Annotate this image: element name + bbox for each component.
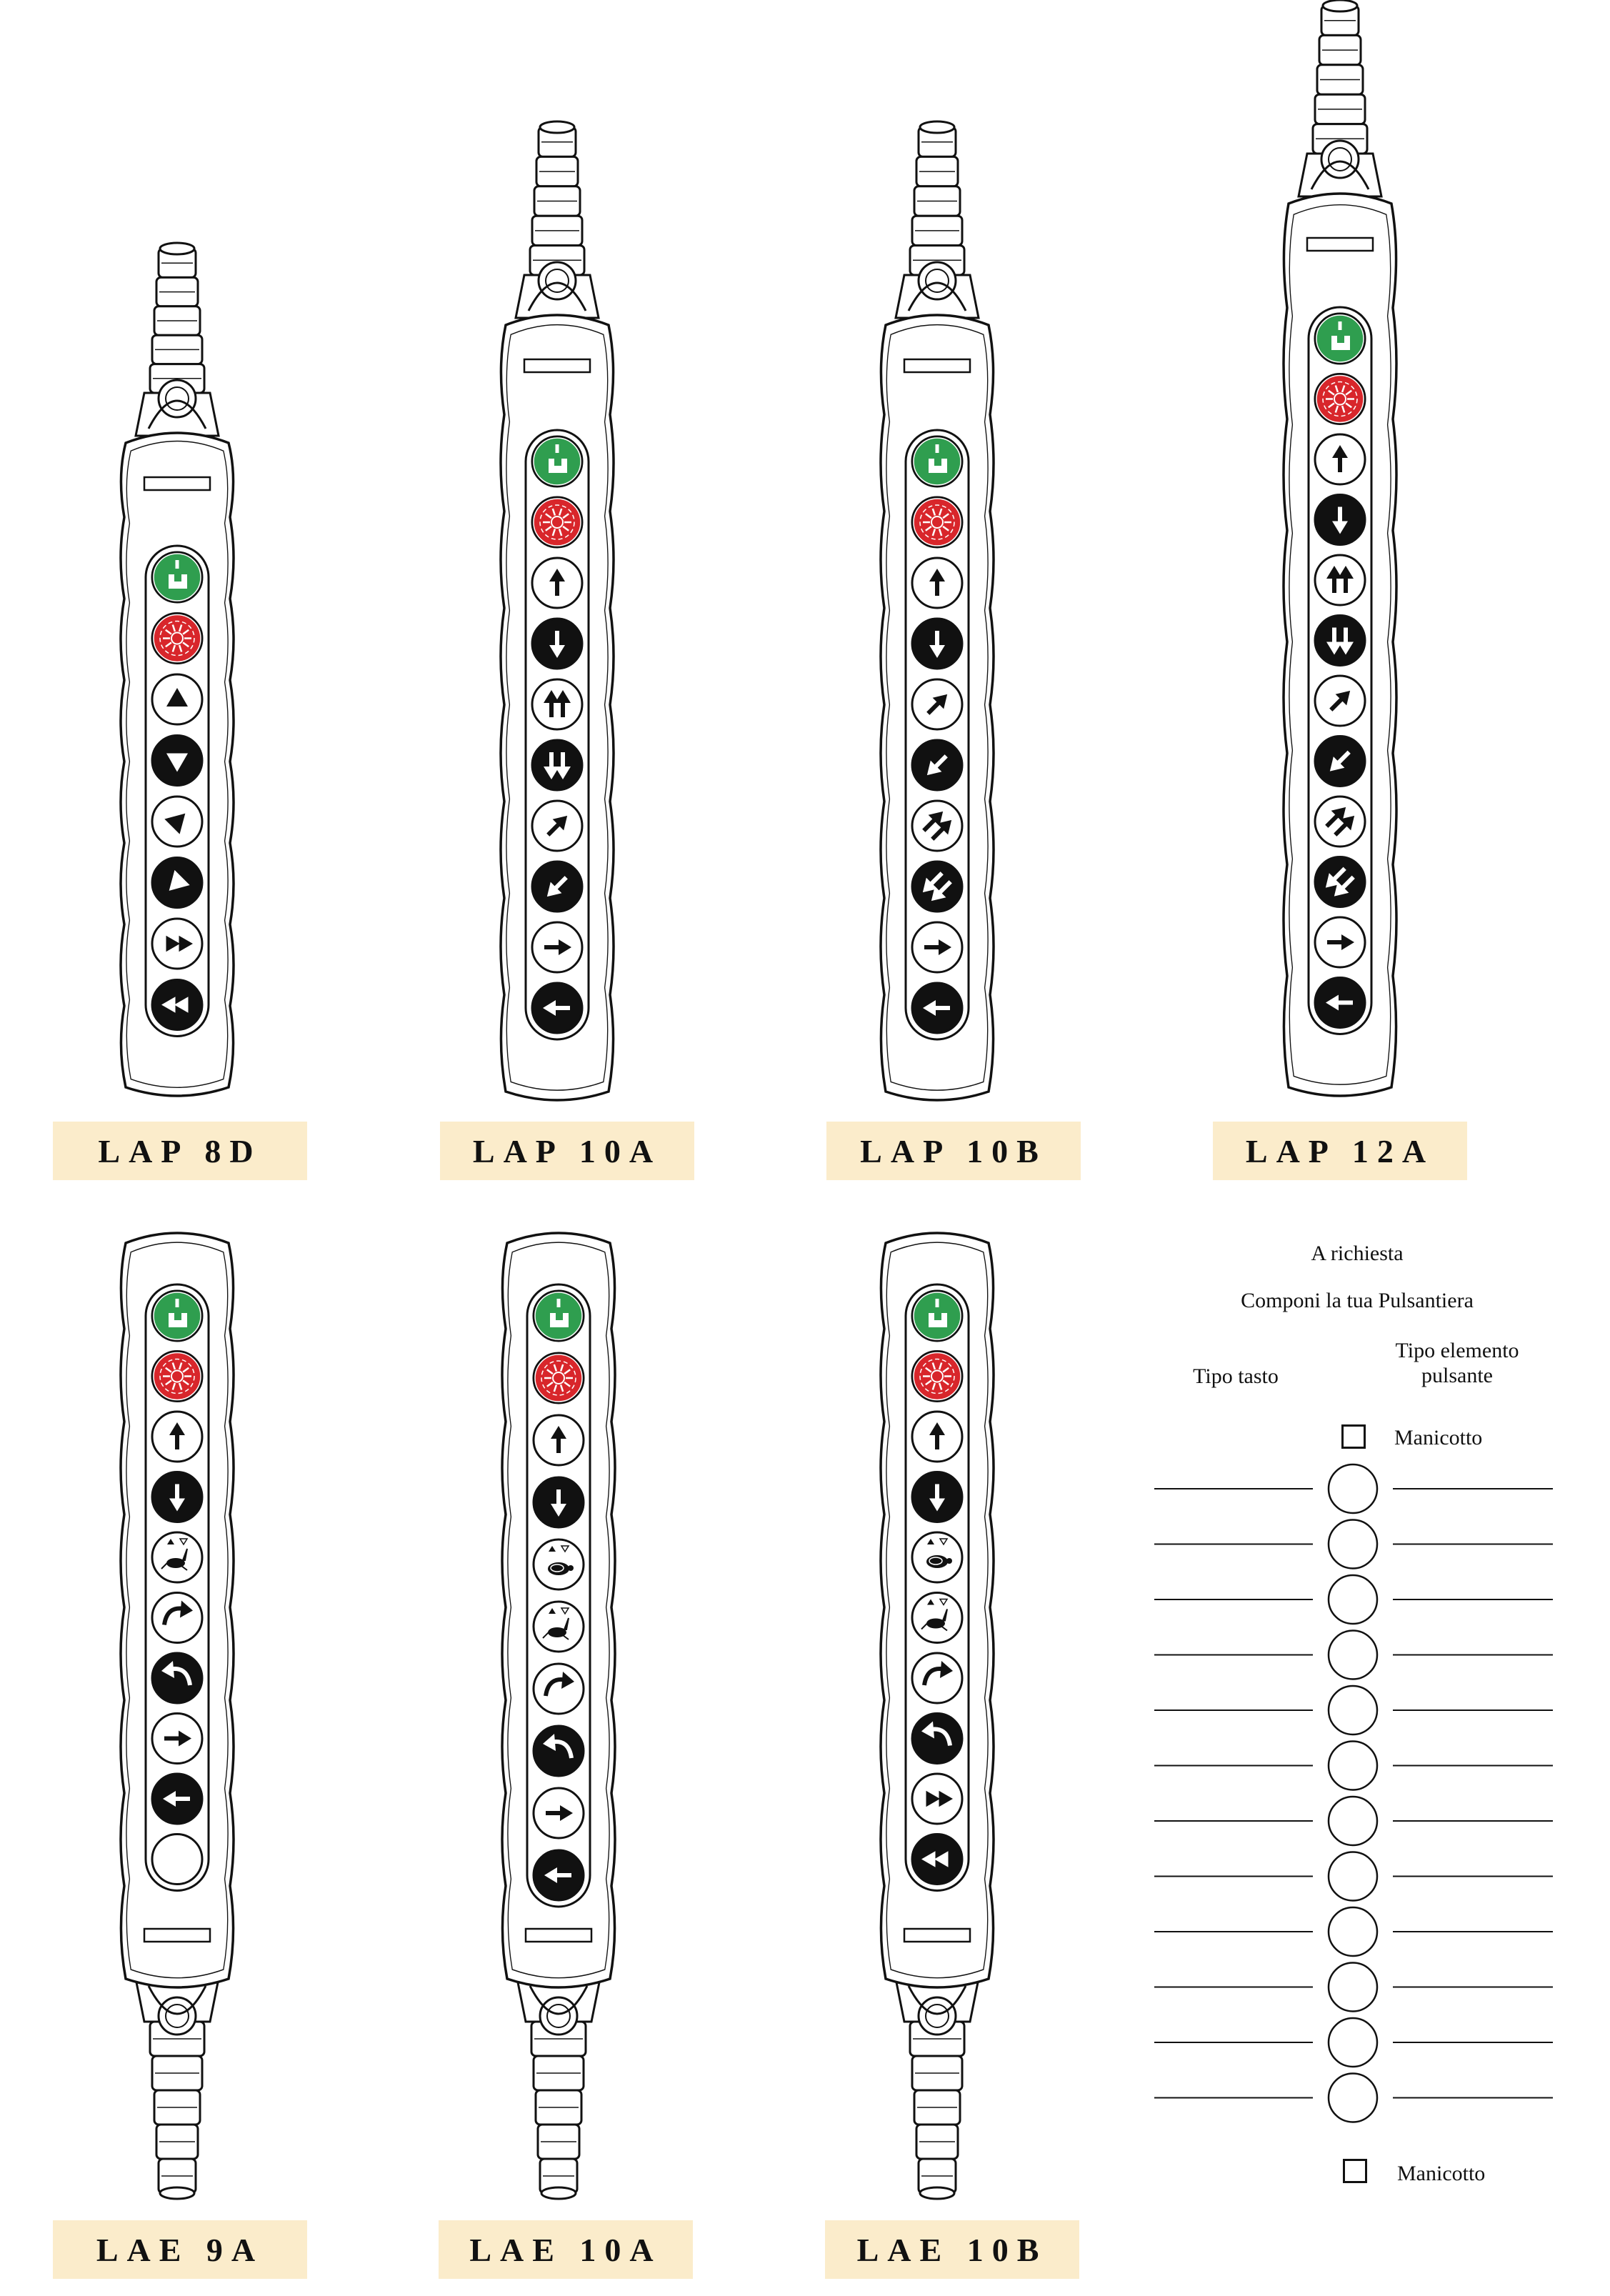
button-emergency-stop[interactable] xyxy=(152,1352,202,1402)
button-emergency-stop[interactable] xyxy=(1315,374,1365,424)
pendant-lap-10a xyxy=(501,121,614,1100)
pendant-lap-12a xyxy=(1284,0,1396,1096)
button-speed-rabbit[interactable] xyxy=(152,1532,202,1582)
button-arrow-down[interactable] xyxy=(912,1472,962,1522)
button-rotate-cw[interactable] xyxy=(912,1714,962,1764)
button-arrow-left[interactable] xyxy=(912,983,962,1033)
button-arrow-up[interactable] xyxy=(1315,434,1365,484)
button-rotate-cw[interactable] xyxy=(152,1653,202,1703)
button-arrow-up[interactable] xyxy=(532,558,582,608)
button-blank[interactable] xyxy=(152,1835,202,1885)
button-rotate-cw[interactable] xyxy=(534,1726,584,1776)
button-arrow-down[interactable] xyxy=(912,619,962,669)
button-speed-rabbit[interactable] xyxy=(534,1602,584,1652)
button-arrow-right[interactable] xyxy=(1315,917,1365,967)
button-slot-circle[interactable] xyxy=(1329,1686,1377,1735)
button-emergency-stop[interactable] xyxy=(532,497,582,547)
button-diag-arrow-up[interactable] xyxy=(532,801,582,851)
sleeve-top-label: Manicotto xyxy=(1394,1426,1483,1449)
button-start[interactable] xyxy=(532,436,582,486)
button-arrow-right[interactable] xyxy=(152,1714,202,1764)
pendant-lae-10b xyxy=(881,1233,994,2199)
button-start[interactable] xyxy=(152,552,202,602)
button-double-triangle-right[interactable] xyxy=(912,1774,962,1824)
button-emergency-stop[interactable] xyxy=(912,1352,962,1402)
model-label-lap-12a: LAP 12A xyxy=(1213,1122,1467,1180)
button-arrow-left[interactable] xyxy=(532,983,582,1033)
button-arrow-up[interactable] xyxy=(912,1412,962,1462)
model-label-lae-10a: LAE 10A xyxy=(439,2220,693,2279)
button-slot-circle[interactable] xyxy=(1329,1631,1377,1679)
pendant-lae-10a xyxy=(502,1233,615,2199)
button-arrow-up[interactable] xyxy=(912,558,962,608)
model-label-lap-10a: LAP 10A xyxy=(440,1122,694,1180)
col-element-type-line1: Tipo elemento xyxy=(1395,1339,1519,1362)
button-slot-circle[interactable] xyxy=(1329,1520,1377,1569)
button-double-triangle-right[interactable] xyxy=(152,919,202,969)
col-element-type-line2: pulsante xyxy=(1421,1363,1493,1387)
button-slot-circle[interactable] xyxy=(1329,1797,1377,1845)
pendant-lap-10b xyxy=(881,121,994,1100)
button-double-diag-down[interactable] xyxy=(1315,857,1365,907)
button-rotate-ccw[interactable] xyxy=(912,1653,962,1703)
button-slot-circle[interactable] xyxy=(1329,2018,1377,2067)
sleeve-bottom-label: Manicotto xyxy=(1397,2162,1486,2185)
model-label-lae-9a: LAE 9A xyxy=(53,2220,307,2279)
button-diag-triangle-up[interactable] xyxy=(152,797,202,847)
col-button-type: Tipo tasto xyxy=(1193,1364,1279,1388)
button-triangle-up[interactable] xyxy=(152,674,202,724)
button-arrow-left[interactable] xyxy=(152,1774,202,1824)
button-slot-circle[interactable] xyxy=(1329,1464,1377,1513)
sleeve-top-checkbox[interactable] xyxy=(1341,1424,1366,1449)
button-double-triangle-left[interactable] xyxy=(912,1835,962,1885)
pendant-lae-9a xyxy=(121,1233,234,2199)
button-speed-turtle[interactable] xyxy=(534,1539,584,1589)
button-arrow-down[interactable] xyxy=(152,1472,202,1522)
button-double-arrow-down[interactable] xyxy=(532,740,582,790)
sleeve-bottom-checkbox[interactable] xyxy=(1343,2159,1367,2183)
button-double-arrow-up[interactable] xyxy=(1315,555,1365,605)
button-double-triangle-left[interactable] xyxy=(152,980,202,1030)
button-start[interactable] xyxy=(152,1291,202,1341)
button-start[interactable] xyxy=(1315,314,1365,364)
col-element-type xyxy=(1371,1339,1543,1388)
button-arrow-down[interactable] xyxy=(532,619,582,669)
button-diag-triangle-down[interactable] xyxy=(152,858,202,908)
button-diag-arrow-up[interactable] xyxy=(1315,676,1365,726)
button-double-diag-up[interactable] xyxy=(912,801,962,851)
model-label-lae-10b: LAE 10B xyxy=(825,2220,1079,2279)
button-arrow-left[interactable] xyxy=(534,1850,584,1900)
button-rotate-ccw[interactable] xyxy=(534,1664,584,1714)
form-title: Componi la tua Pulsantiera xyxy=(1241,1289,1474,1312)
button-arrow-right[interactable] xyxy=(534,1788,584,1838)
button-double-diag-down[interactable] xyxy=(912,862,962,912)
button-arrow-right[interactable] xyxy=(532,922,582,972)
button-double-arrow-up[interactable] xyxy=(532,679,582,729)
button-emergency-stop[interactable] xyxy=(152,614,202,664)
button-emergency-stop[interactable] xyxy=(534,1353,584,1403)
model-label-lap-10b: LAP 10B xyxy=(826,1122,1081,1180)
button-double-diag-up[interactable] xyxy=(1315,797,1365,847)
button-emergency-stop[interactable] xyxy=(912,497,962,547)
button-double-arrow-down[interactable] xyxy=(1315,616,1365,666)
button-start[interactable] xyxy=(534,1291,584,1341)
button-arrow-down[interactable] xyxy=(534,1477,584,1527)
button-arrow-up[interactable] xyxy=(152,1412,202,1462)
pendant-lap-8d xyxy=(121,243,234,1096)
button-arrow-up[interactable] xyxy=(534,1415,584,1465)
button-slot-circle[interactable] xyxy=(1329,2074,1377,2122)
button-triangle-down[interactable] xyxy=(152,736,202,786)
button-slot-circle[interactable] xyxy=(1329,1575,1377,1624)
button-arrow-left[interactable] xyxy=(1315,978,1365,1028)
button-slot-circle[interactable] xyxy=(1329,1963,1377,2012)
button-arrow-down[interactable] xyxy=(1315,495,1365,545)
button-speed-rabbit[interactable] xyxy=(912,1593,962,1643)
button-slot-circle[interactable] xyxy=(1329,1742,1377,1790)
button-slot-circle[interactable] xyxy=(1329,1907,1377,1956)
button-speed-turtle[interactable] xyxy=(912,1532,962,1582)
button-slot-circle[interactable] xyxy=(1329,1852,1377,1901)
button-diag-arrow-down[interactable] xyxy=(912,740,962,790)
button-start[interactable] xyxy=(912,436,962,486)
button-diag-arrow-down[interactable] xyxy=(1315,737,1365,787)
button-start[interactable] xyxy=(912,1291,962,1341)
model-label-lap-8d: LAP 8D xyxy=(53,1122,307,1180)
request-note: A richiesta xyxy=(1311,1242,1404,1265)
button-diag-arrow-up[interactable] xyxy=(912,679,962,729)
button-rotate-ccw[interactable] xyxy=(152,1593,202,1643)
button-diag-arrow-down[interactable] xyxy=(532,862,582,912)
button-arrow-right[interactable] xyxy=(912,922,962,972)
